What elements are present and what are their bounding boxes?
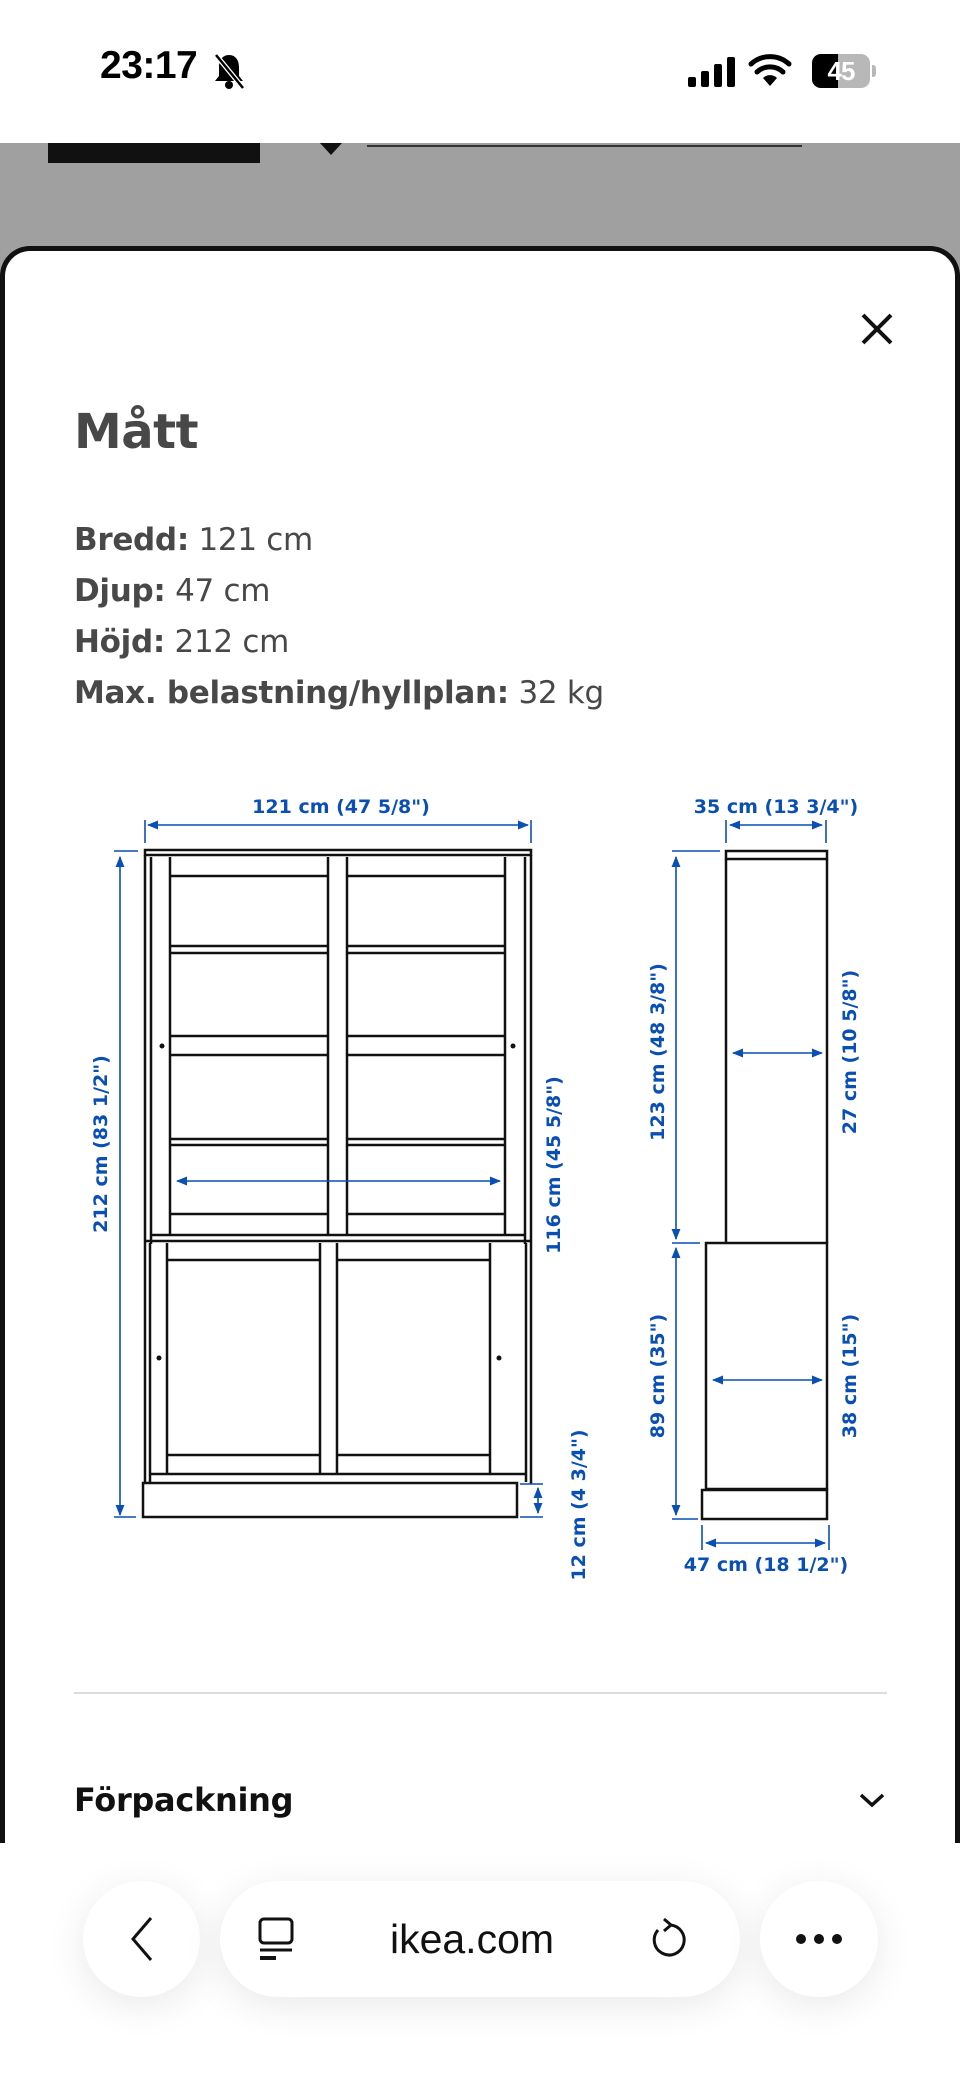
spec-value: 32 kg <box>518 675 604 711</box>
front-view <box>143 850 531 1517</box>
side-view <box>702 851 827 1519</box>
bell-slash-icon <box>212 52 246 90</box>
spec-label: Bredd: <box>74 522 189 558</box>
page-title: Mått <box>74 404 199 460</box>
spec-list <box>74 518 604 722</box>
upper-height-label: 123 cm (48 3/8") <box>647 963 669 1141</box>
side-dimension-lines <box>672 820 829 1550</box>
url-text[interactable]: ikea.com <box>389 1915 555 1962</box>
spec-value: 47 cm <box>175 573 271 609</box>
reload-icon[interactable] <box>648 1916 688 1962</box>
spec-max-load <box>74 671 604 722</box>
more-icon <box>794 1932 844 1946</box>
divider <box>74 1692 887 1694</box>
plinth-height-label: 12 cm (4 3/4") <box>568 1429 590 1581</box>
background-button <box>48 143 260 163</box>
spec-width <box>74 518 604 569</box>
front-width-label: 121 cm (47 5/8") <box>252 796 430 818</box>
front-dimension-labels <box>90 796 590 1581</box>
back-button[interactable] <box>83 1881 200 1997</box>
spec-value: 212 cm <box>174 624 289 660</box>
spec-value: 121 cm <box>198 522 313 558</box>
spec-label: Max. belastning/hyllplan: <box>74 675 509 711</box>
battery-percent: 45 <box>827 56 855 86</box>
chevron-down-icon <box>857 1790 887 1810</box>
status-time: 23:17 <box>100 44 198 87</box>
chevron-left-icon <box>127 1914 157 1964</box>
address-bar[interactable] <box>220 1881 740 1997</box>
reader-mode-icon[interactable] <box>256 1916 296 1962</box>
spec-label: Djup: <box>74 573 166 609</box>
front-height-label: 212 cm (83 1/2") <box>90 1055 112 1233</box>
spec-height <box>74 620 604 671</box>
wifi-icon <box>748 52 792 88</box>
close-icon <box>860 312 894 346</box>
status-bar <box>0 0 960 143</box>
upper-inner-depth-label: 27 cm (10 5/8") <box>839 969 861 1135</box>
base-depth-label: 47 cm (18 1/2") <box>683 1554 849 1576</box>
accordion-label: Förpackning <box>74 1781 294 1819</box>
accordion-forpackning[interactable] <box>74 1772 887 1828</box>
signal-icon <box>688 57 738 87</box>
background-marker <box>320 143 342 155</box>
shelf-width-label: 116 cm (45 5/8") <box>543 1076 565 1254</box>
spec-depth <box>74 569 604 620</box>
dimension-diagram <box>0 770 960 1600</box>
background-rule <box>367 145 802 147</box>
battery-icon <box>812 54 876 88</box>
lower-inner-depth-label: 38 cm (15") <box>839 1313 861 1439</box>
top-depth-label: 35 cm (13 3/4") <box>693 796 859 818</box>
spec-label: Höjd: <box>74 624 165 660</box>
lower-height-label: 89 cm (35") <box>647 1313 669 1439</box>
side-dimension-labels <box>647 796 861 1576</box>
close-button[interactable] <box>852 304 902 354</box>
more-button[interactable] <box>760 1881 878 1997</box>
